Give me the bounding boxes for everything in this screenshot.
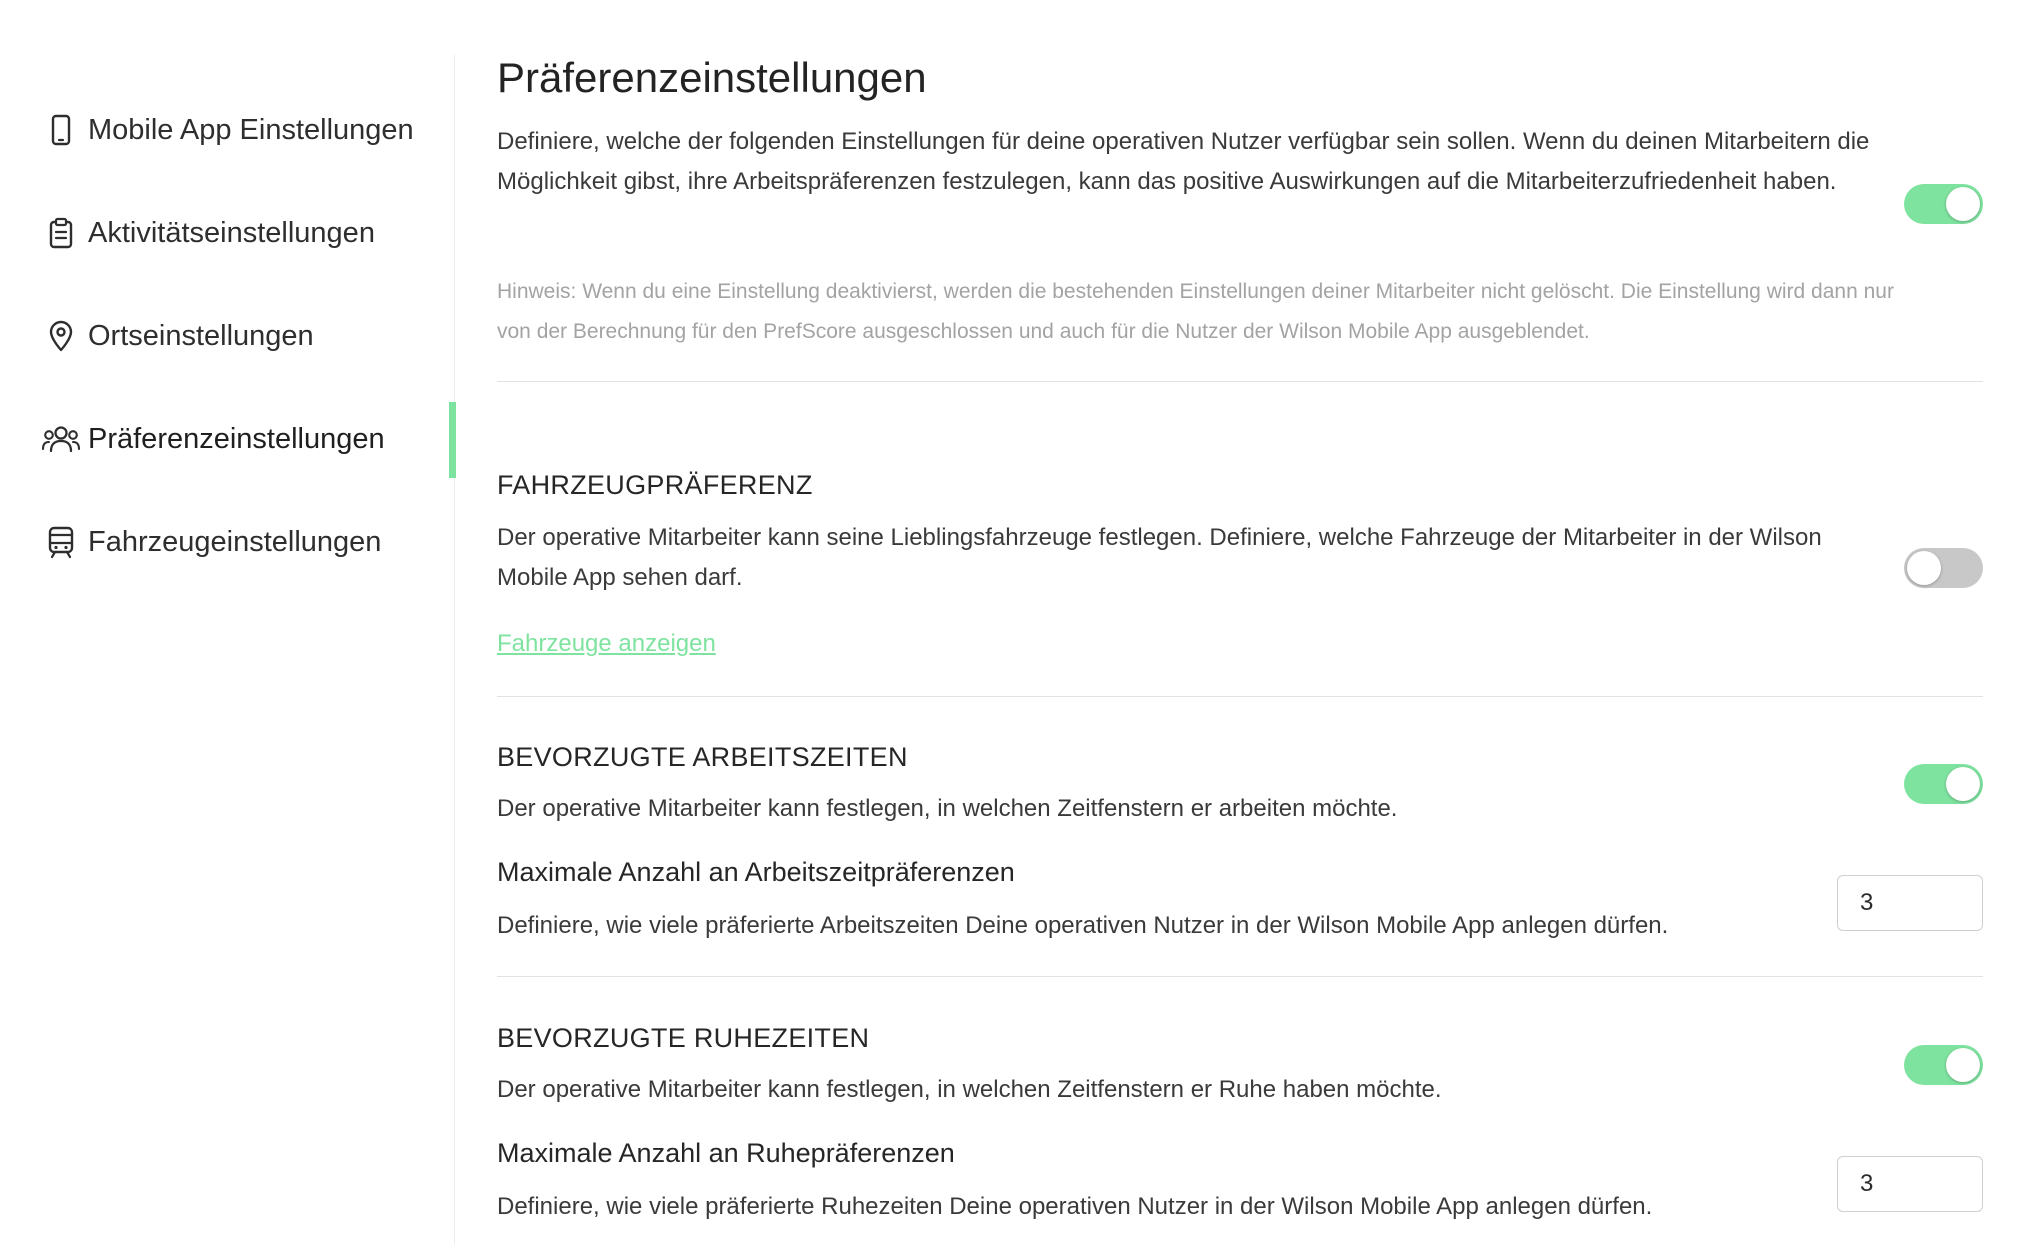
show-vehicles-link[interactable]: Fahrzeuge anzeigen [497, 630, 716, 657]
sidebar-item-label: Aktivitätseinstellungen [88, 216, 375, 249]
sidebar-item-activities[interactable] [0, 196, 454, 270]
sidebar-item-preferences[interactable] [0, 402, 454, 476]
sidebar-item-label: Präferenzeinstellungen [88, 422, 385, 455]
map-pin-icon [44, 319, 78, 353]
work-times-toggle[interactable] [1904, 764, 1983, 804]
sidebar-item-label: Ortseinstellungen [88, 319, 314, 352]
max-work-times-description: Definiere, wie viele präferierte Arbeitszeiten Deine operativen Nutzer in der Wilson Mobile App anlegen dürfen. [497, 912, 1669, 939]
bus-icon [44, 525, 78, 559]
section-title: BEVORZUGTE ARBEITSZEITEN [497, 742, 908, 772]
max-work-times-title: Maximale Anzahl an Arbeitszeitpräferenzen [497, 857, 1015, 887]
sidebar-item-vehicles[interactable] [0, 505, 454, 579]
preferences-master-toggle[interactable] [1904, 184, 1983, 224]
page-title: Präferenzeinstellungen [497, 54, 927, 101]
section-title: BEVORZUGTE RUHEZEITEN [497, 1023, 870, 1053]
divider [497, 976, 1983, 977]
vehicle-preference-toggle[interactable] [1904, 548, 1983, 588]
max-rest-times-description: Definiere, wie viele präferierte Ruhezeiten Deine operativen Nutzer in der Wilson Mobile App anlegen dürfen. [497, 1193, 1653, 1220]
toggle-knob [1907, 551, 1941, 585]
clipboard-icon [44, 216, 78, 250]
divider [497, 381, 1983, 382]
section-title: FAHRZEUGPRÄFERENZ [497, 470, 813, 500]
max-work-times-input[interactable] [1837, 875, 1983, 931]
section-description: Der operative Mitarbeiter kann festlegen, in welchen Zeitfenstern er arbeiten möchte. [497, 795, 1398, 822]
max-rest-times-input[interactable] [1837, 1156, 1983, 1212]
main-content [497, 0, 1983, 1244]
toggle-knob [1946, 187, 1980, 221]
toggle-knob [1946, 767, 1980, 801]
active-indicator [449, 402, 456, 478]
hint-text: Hinweis: Wenn du eine Einstellung deaktivierst, werden die bestehenden Einstellungen deiner Mitarbeiter nicht gelöscht. Die Einstellung wird dann nur von der Berechnung für den PrefScore ausgeschlossen und auch für die Nutzer der Wilson Mobile App ausgeblendet. [497, 280, 1894, 343]
rest-times-toggle[interactable] [1904, 1045, 1983, 1085]
toggle-knob [1946, 1048, 1980, 1082]
sidebar-item-mobile-app[interactable] [0, 93, 454, 167]
users-icon [40, 422, 82, 456]
intro-text: Definiere, welche der folgenden Einstellungen für deine operativen Nutzer verfügbar sein sollen. Wenn du deinen Mitarbeitern die Möglichkeit gibst, ihre Arbeitspräferenzen festzulegen, kann das positive Auswirkungen auf die Mitarbeiterzufriedenheit haben. [497, 128, 1870, 195]
sidebar [0, 55, 455, 1244]
divider [497, 696, 1983, 697]
sidebar-item-label: Fahrzeugeinstellungen [88, 525, 382, 558]
max-rest-times-title: Maximale Anzahl an Ruhepräferenzen [497, 1138, 955, 1168]
section-description: Der operative Mitarbeiter kann festlegen, in welchen Zeitfenstern er Ruhe haben möchte. [497, 1076, 1442, 1103]
section-description: Der operative Mitarbeiter kann seine Lieblingsfahrzeuge festlegen. Definiere, welche Fahrzeuge der Mitarbeiter in der Wilson Mobile App sehen darf. [497, 524, 1822, 591]
sidebar-item-locations[interactable] [0, 299, 454, 373]
sidebar-item-label: Mobile App Einstellungen [88, 113, 414, 146]
phone-icon [44, 113, 78, 147]
